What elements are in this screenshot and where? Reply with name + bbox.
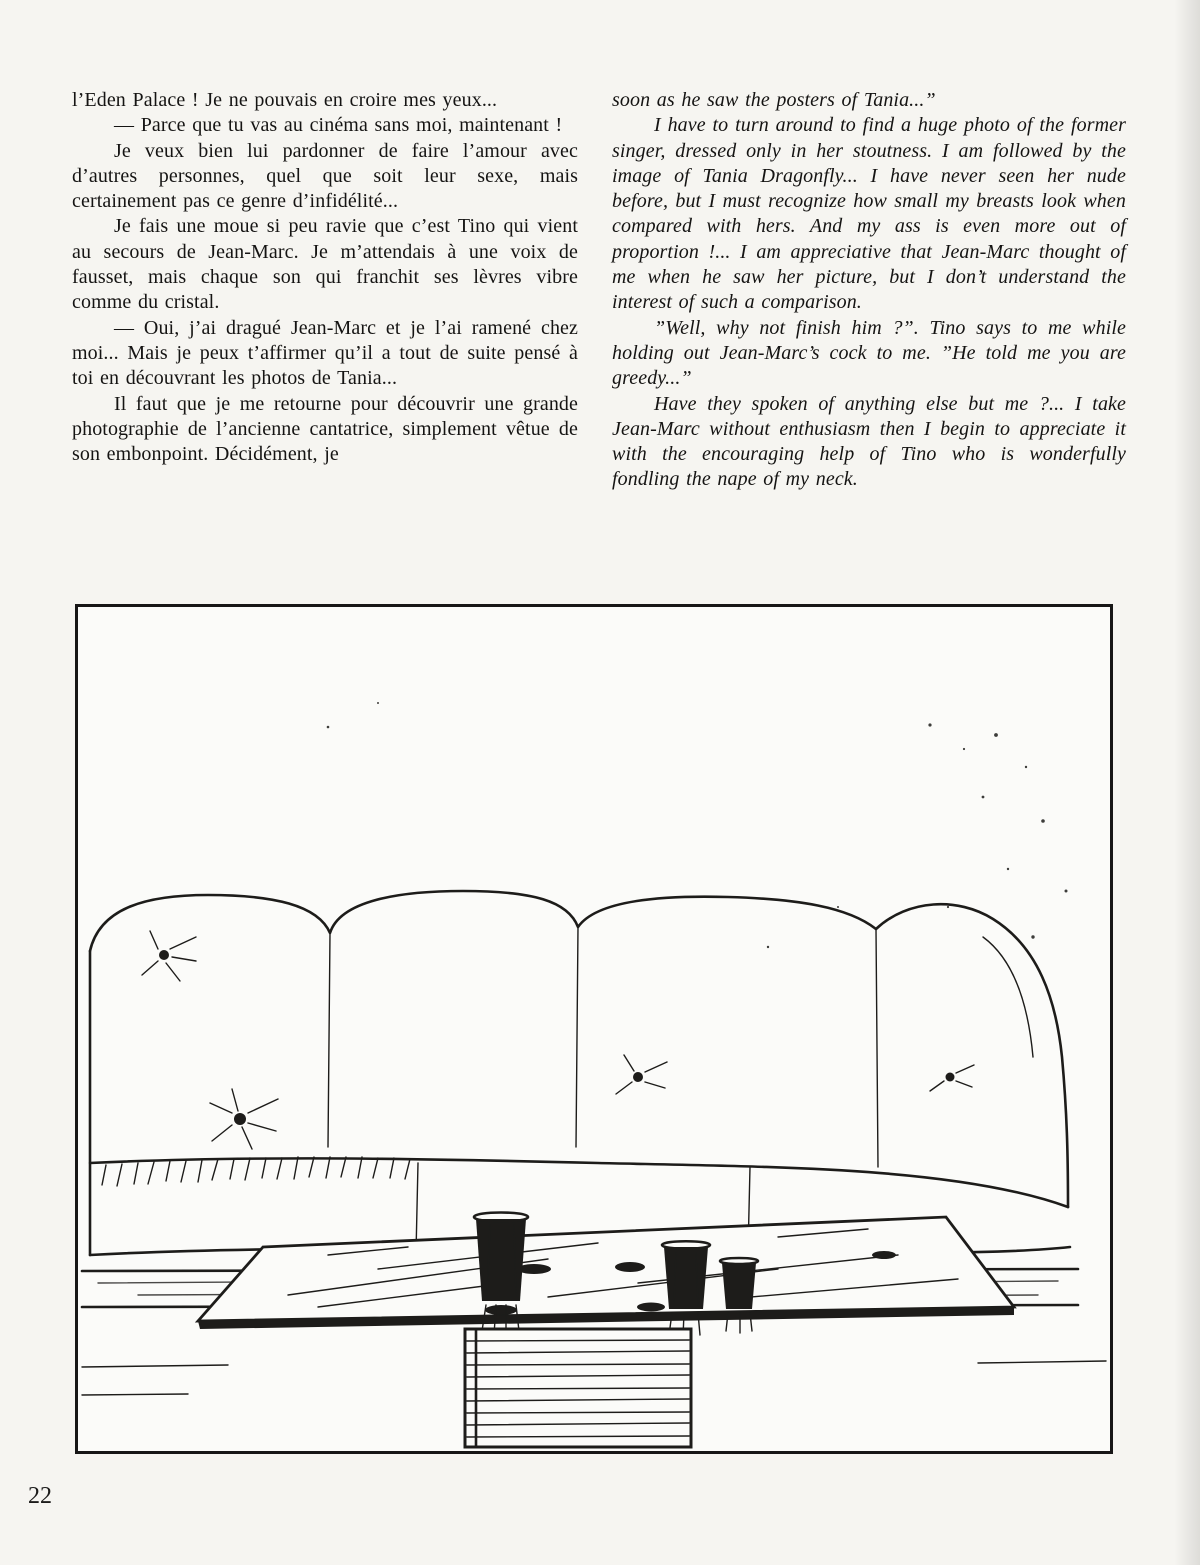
paragraph: soon as he saw the posters of Tania...” [612, 89, 936, 111]
paragraph: Je fais une moue si peu ravie que c’est Tino qui vient au secours de Jean-Marc. Je m’attendais à une voix de fausset, mais chaque son qui franchit ses lèvres vibre comme du cristal. [72, 215, 578, 314]
comic-panel-frame [75, 604, 1113, 1454]
comic-panel-sketch [78, 607, 1110, 1451]
drink-glass-icon [662, 1241, 710, 1337]
paragraph: l’Eden Palace ! Je ne pouvais en croire mes yeux... [72, 89, 498, 111]
paragraph-dialogue: — Parce que tu vas au cinéma sans moi, maintenant ! [114, 114, 563, 137]
paragraph: Have they spoken of anything else but me ?... I take Jean-Marc without enthusiasm then I begin to appreciate it with the encouraging help of Tino who is wonderfully fondling the nape of my neck. [612, 392, 1126, 491]
paragraph: Il faut que je me retourne pour découvrir une grande photographie de l’ancienne cantatrice, simplement vêtue de son embonpoint. Décidément, je [72, 392, 578, 466]
coffee-table-sketch [198, 1213, 1014, 1448]
paragraph-dialogue: — Oui, j’ai dragué Jean-Marc et je l’ai ramené chez moi... Mais je peux t’affirmer qu’il a tout de suite pensé à toi en découvrant les photos de Tania... [72, 316, 578, 390]
text-column-french [72, 88, 578, 467]
text-column-english [612, 88, 1126, 493]
scan-edge-shadow [1174, 0, 1200, 1565]
paragraph-dialogue: ”Well, why not finish him ?”. Tino says to me while holding out Jean-Marc’s cock to me. ”He told me you are greedy...” [612, 316, 1126, 390]
tufting-buttons [142, 931, 974, 1149]
paragraph: I have to turn around to find a huge photo of the former singer, dressed only in her stoutness. I am followed by the image of Tania Dragonfly... I have never seen her nude before, but I must recognize how small my breasts look when compared with hers. And my ass is even more out of proportion !... I am appreciative that Jean-Marc thought of me when he saw her picture, but I don’t understand the interest of such a comparison. [612, 114, 1126, 314]
ink-speckles [327, 702, 1068, 948]
drink-glass-icon [720, 1258, 758, 1333]
table-base [465, 1329, 691, 1447]
page-number: 22 [28, 1483, 52, 1509]
paragraph: Je veux bien lui pardonner de faire l’amour avec d’autres personnes, quel que soit leur sexe, mais certainement pas ce genre d’infidélité... [72, 139, 578, 213]
